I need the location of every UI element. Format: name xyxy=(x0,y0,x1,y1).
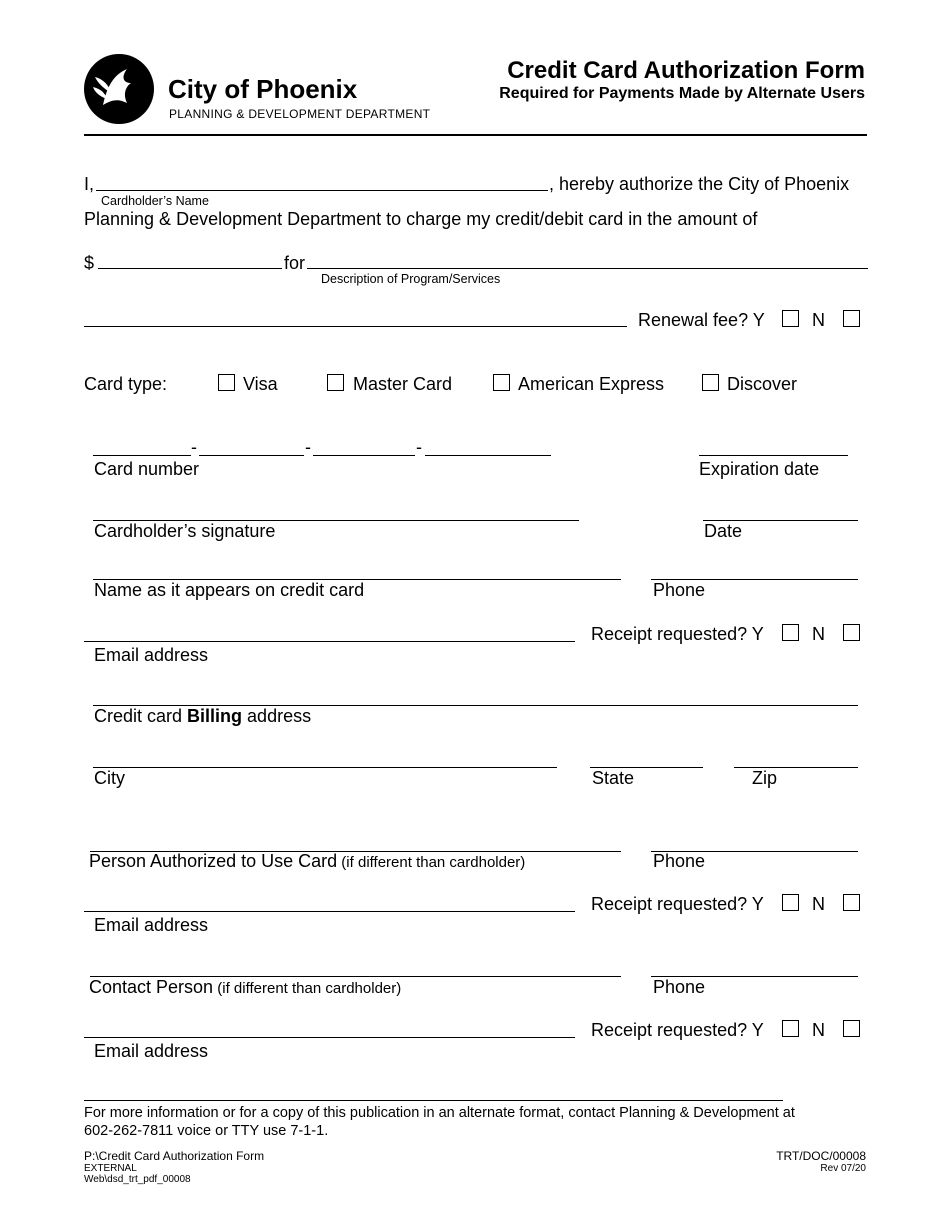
state-label: State xyxy=(592,768,635,788)
card-number-label: Card number xyxy=(94,459,200,479)
footer-path: P:\Credit Card Authorization Form xyxy=(84,1149,265,1163)
cardholder-name-caption: Cardholder’s Name xyxy=(101,194,209,208)
auth-text-line1: , hereby authorize the City of Phoenix xyxy=(549,174,850,194)
cardholder-phone-label: Phone xyxy=(653,580,706,600)
contact-receipt-label: Receipt requested? Y xyxy=(591,1020,764,1040)
card-number-group-2[interactable] xyxy=(199,455,304,456)
cardholder-receipt-n-label: N xyxy=(812,624,825,644)
contact-person-label: Contact Person (if different than cardholder) xyxy=(89,977,402,997)
city-field[interactable] xyxy=(93,767,557,768)
phoenix-bird-icon xyxy=(83,53,155,125)
authorized-receipt-label: Receipt requested? Y xyxy=(591,894,764,914)
card-number-dash: - xyxy=(191,437,197,457)
footer-rev: Rev 07/20 xyxy=(820,1163,866,1174)
description-field-line2[interactable] xyxy=(84,326,627,327)
cardholder-receipt-no-checkbox[interactable] xyxy=(843,624,860,641)
cardholder-receipt-yes-checkbox[interactable] xyxy=(782,624,799,641)
city-logo xyxy=(83,53,155,125)
contact-email-field[interactable] xyxy=(84,1037,575,1038)
cardholder-email-field[interactable] xyxy=(84,641,575,642)
city-label: City xyxy=(94,768,125,788)
header-divider xyxy=(84,134,867,136)
auth-text-line2: Planning & Development Department to charge my credit/debit card in the amount of xyxy=(84,209,758,229)
description-field[interactable] xyxy=(307,268,868,269)
footer-external: EXTERNAL xyxy=(84,1163,137,1174)
card-number-dash: - xyxy=(416,437,422,457)
discover-checkbox[interactable] xyxy=(702,374,719,391)
amount-field[interactable] xyxy=(98,268,282,269)
auth-prefix: I, xyxy=(84,174,95,194)
visa-label: Visa xyxy=(243,374,278,394)
cardholder-email-label: Email address xyxy=(94,645,209,665)
form-subtitle: Required for Payments Made by Alternate Users xyxy=(499,85,865,102)
footer-info-line2: 602-262-7811 voice or TTY use 7-1-1. xyxy=(84,1123,329,1139)
footer-web: Web\dsd_trt_pdf_00008 xyxy=(84,1174,191,1185)
visa-checkbox[interactable] xyxy=(218,374,235,391)
card-number-group-4[interactable] xyxy=(425,455,551,456)
contact-receipt-yes-checkbox[interactable] xyxy=(782,1020,799,1037)
renewal-label: Renewal fee? Y xyxy=(638,310,765,330)
renewal-yes-checkbox[interactable] xyxy=(782,310,799,327)
authorized-email-field[interactable] xyxy=(84,911,575,912)
cardholder-receipt-label: Receipt requested? Y xyxy=(591,624,764,644)
cardholder-name-field[interactable] xyxy=(96,190,548,191)
card-number-group-3[interactable] xyxy=(313,455,415,456)
signature-label: Cardholder’s signature xyxy=(94,521,276,541)
card-type-label: Card type: xyxy=(84,374,168,394)
card-number-group-1[interactable] xyxy=(93,455,191,456)
description-caption: Description of Program/Services xyxy=(321,272,501,286)
billing-address-label: Credit card Billing address xyxy=(94,706,312,726)
footer-divider xyxy=(84,1100,783,1101)
authorized-email-label: Email address xyxy=(94,915,209,935)
dept-name: PLANNING & DEVELOPMENT DEPARTMENT xyxy=(169,107,431,121)
discover-label: Discover xyxy=(727,374,798,394)
contact-receipt-no-checkbox[interactable] xyxy=(843,1020,860,1037)
contact-email-label: Email address xyxy=(94,1041,209,1061)
signature-date-label: Date xyxy=(704,521,743,541)
expiration-field[interactable] xyxy=(699,455,848,456)
authorized-person-label: Person Authorized to Use Card (if different than cardholder) xyxy=(89,851,526,871)
footer-info-line1: For more information or for a copy of this publication in an alternate format, contact Planning & Development at xyxy=(84,1105,795,1121)
renewal-n-label: N xyxy=(812,310,825,330)
expiration-label: Expiration date xyxy=(699,459,820,479)
for-label: for xyxy=(284,253,306,273)
authorized-phone-label: Phone xyxy=(653,851,706,871)
name-on-card-label: Name as it appears on credit card xyxy=(94,580,365,600)
org-name: City of Phoenix xyxy=(168,74,358,104)
authorized-receipt-n-label: N xyxy=(812,894,825,914)
authorized-receipt-yes-checkbox[interactable] xyxy=(782,894,799,911)
authorized-receipt-no-checkbox[interactable] xyxy=(843,894,860,911)
renewal-no-checkbox[interactable] xyxy=(843,310,860,327)
card-number-dash: - xyxy=(305,437,311,457)
form-title: Credit Card Authorization Form xyxy=(507,57,865,84)
amex-checkbox[interactable] xyxy=(493,374,510,391)
footer-doc-id: TRT/DOC/00008 xyxy=(776,1149,866,1163)
contact-receipt-n-label: N xyxy=(812,1020,825,1040)
mastercard-label: Master Card xyxy=(353,374,453,394)
amex-label: American Express xyxy=(518,374,665,394)
dollar-sign: $ xyxy=(84,253,95,273)
mastercard-checkbox[interactable] xyxy=(327,374,344,391)
contact-phone-label: Phone xyxy=(653,977,706,997)
zip-label: Zip xyxy=(752,768,778,788)
